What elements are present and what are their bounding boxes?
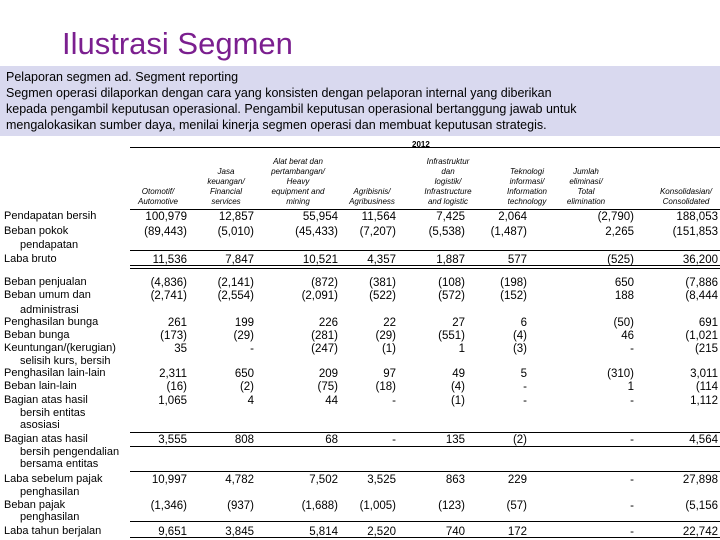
cell-value: (151,853 bbox=[672, 226, 718, 238]
column-header-elim bbox=[549, 167, 623, 207]
cell-value: 4 bbox=[247, 395, 254, 407]
cell-value: 3,011 bbox=[690, 368, 718, 380]
row-label: Bagian atas hasil bbox=[4, 433, 88, 445]
cell-value: (2) bbox=[512, 434, 527, 446]
cell-value: 1 bbox=[627, 381, 634, 393]
column-header-line: Total bbox=[577, 187, 595, 196]
table-rule bbox=[130, 265, 720, 266]
cell-value: 11,536 bbox=[152, 254, 187, 266]
column-header-line: technology bbox=[507, 197, 547, 206]
cell-value: (29) bbox=[375, 330, 396, 342]
cell-value: (198) bbox=[500, 277, 527, 289]
table-rule bbox=[130, 521, 720, 522]
row-label: bersama entitas bbox=[20, 458, 99, 470]
cell-value: (4,836) bbox=[150, 277, 187, 289]
cell-value: 7,847 bbox=[225, 254, 254, 266]
row-label: Laba tahun berjalan bbox=[4, 525, 102, 537]
column-header-line: and logistic bbox=[427, 197, 469, 206]
cell-value: 27,898 bbox=[682, 474, 718, 486]
cell-value: (108) bbox=[438, 277, 465, 289]
column-header-line: dan bbox=[441, 167, 455, 176]
row-label: bersih pengendalian bbox=[20, 446, 120, 458]
cell-value: 188,053 bbox=[676, 211, 718, 223]
cell-value: (1,021 bbox=[685, 330, 718, 342]
cell-value: 68 bbox=[325, 434, 338, 446]
cell-value: (2,790) bbox=[597, 211, 634, 223]
cell-value: 650 bbox=[614, 277, 634, 289]
cell-value: 4,357 bbox=[367, 254, 396, 266]
column-header-line: Automotive bbox=[137, 197, 179, 206]
cell-value: - bbox=[392, 395, 396, 407]
cell-value: (381) bbox=[369, 277, 396, 289]
table-rule bbox=[130, 250, 720, 251]
cell-value: 135 bbox=[445, 434, 465, 446]
intro-box bbox=[0, 66, 720, 136]
cell-value: (1,346) bbox=[150, 500, 187, 512]
cell-value: - bbox=[630, 395, 634, 407]
cell-value: 22 bbox=[383, 317, 396, 329]
cell-value: 7,502 bbox=[309, 474, 338, 486]
cell-value: 55,954 bbox=[302, 211, 338, 223]
cell-value: 46 bbox=[621, 330, 634, 342]
cell-value: (281) bbox=[311, 330, 338, 342]
cell-value: 4,782 bbox=[225, 474, 254, 486]
cell-value: 10,997 bbox=[151, 474, 187, 486]
row-label: Beban bunga bbox=[4, 329, 70, 341]
cell-value: 226 bbox=[318, 317, 338, 329]
row-label: Keuntungan/(kerugian) bbox=[4, 342, 116, 354]
row-label: Pendapatan bersih bbox=[4, 210, 97, 222]
cell-value: (2,554) bbox=[217, 290, 254, 302]
column-header-infra bbox=[408, 157, 488, 207]
cell-value: (7,207) bbox=[359, 226, 396, 238]
cell-value: (45,433) bbox=[295, 226, 338, 238]
cell-value: (123) bbox=[438, 500, 465, 512]
cell-value: - bbox=[523, 381, 527, 393]
cell-value: 1,112 bbox=[690, 395, 718, 407]
cell-value: (2,141) bbox=[217, 277, 254, 289]
cell-value: (5,010) bbox=[217, 226, 254, 238]
cell-value: - bbox=[392, 434, 396, 446]
cell-value: 209 bbox=[318, 368, 338, 380]
table-rule bbox=[130, 268, 720, 269]
column-header-line: Infrastruktur bbox=[426, 157, 470, 166]
table-rule bbox=[130, 446, 720, 447]
cell-value: (16) bbox=[166, 381, 187, 393]
cell-value: 1 bbox=[458, 343, 465, 355]
cell-value: (8,444 bbox=[685, 290, 718, 302]
cell-value: 22,742 bbox=[682, 526, 718, 538]
cell-value: 97 bbox=[383, 368, 396, 380]
cell-value: 49 bbox=[452, 368, 465, 380]
column-header-line: Infrastructure bbox=[424, 187, 472, 196]
column-header-tek bbox=[497, 167, 557, 207]
cell-value: (1) bbox=[381, 343, 396, 355]
cell-value: 261 bbox=[167, 317, 187, 329]
column-header-line: Teknologi bbox=[510, 167, 544, 176]
cell-value: (5,538) bbox=[428, 226, 465, 238]
cell-value: 10,521 bbox=[302, 254, 338, 266]
cell-value: 172 bbox=[507, 526, 527, 538]
cell-value: 740 bbox=[445, 526, 465, 538]
cell-value: (3) bbox=[512, 343, 527, 355]
column-header-line: informasi/ bbox=[509, 177, 545, 186]
cell-value: 808 bbox=[234, 434, 254, 446]
cell-value: (57) bbox=[506, 500, 527, 512]
row-label: asosiasi bbox=[20, 419, 60, 431]
column-header-line: mining bbox=[286, 197, 310, 206]
row-label: Beban pajak bbox=[4, 499, 66, 511]
cell-value: (29) bbox=[233, 330, 254, 342]
row-label: Laba bruto bbox=[4, 253, 57, 265]
column-header-line: Information bbox=[506, 187, 548, 196]
cell-value: 188 bbox=[614, 290, 634, 302]
intro-line: kepada pengambil keputusan operasional. Pengambil keputusan operasional bertanggung jawab untuk bbox=[6, 102, 577, 116]
cell-value: 27 bbox=[452, 317, 465, 329]
cell-value: 35 bbox=[174, 343, 187, 355]
cell-value: 100,979 bbox=[145, 211, 187, 223]
cell-value: (173) bbox=[160, 330, 187, 342]
cell-value: 9,651 bbox=[158, 526, 187, 538]
cell-value: 36,200 bbox=[682, 254, 718, 266]
cell-value: 650 bbox=[234, 368, 254, 380]
cell-value: 199 bbox=[234, 317, 254, 329]
column-header-line: keuangan/ bbox=[207, 177, 245, 186]
column-header-line: equipment and bbox=[271, 187, 325, 196]
row-label: Bagian atas hasil bbox=[4, 394, 88, 406]
column-header-line: pertambangan/ bbox=[271, 167, 325, 176]
cell-value: (2) bbox=[239, 381, 254, 393]
row-label: Beban umum dan bbox=[4, 289, 91, 301]
cell-value: (2,741) bbox=[150, 290, 187, 302]
cell-value: 44 bbox=[325, 395, 338, 407]
row-label: Beban pokok bbox=[4, 225, 69, 237]
row-label: Penghasilan bunga bbox=[4, 316, 99, 328]
row-label: penghasilan bbox=[20, 486, 80, 498]
cell-value: (572) bbox=[438, 290, 465, 302]
column-header-line: Consolidated bbox=[662, 197, 710, 206]
table-rule bbox=[130, 471, 720, 472]
cell-value: (114 bbox=[695, 381, 718, 393]
cell-value: (2,091) bbox=[301, 290, 338, 302]
cell-value: - bbox=[630, 500, 634, 512]
cell-value: 577 bbox=[507, 254, 527, 266]
cell-value: (310) bbox=[607, 368, 634, 380]
cell-value: (7,886 bbox=[685, 277, 718, 289]
cell-value: - bbox=[630, 474, 634, 486]
column-header-line: Jasa bbox=[217, 167, 235, 176]
column-header-kons bbox=[646, 187, 720, 207]
row-label: administrasi bbox=[20, 304, 79, 316]
cell-value: (152) bbox=[500, 290, 527, 302]
cell-value: (89,443) bbox=[144, 226, 187, 238]
cell-value: (551) bbox=[438, 330, 465, 342]
column-header-line: logistik/ bbox=[434, 177, 462, 186]
column-header-agri bbox=[339, 187, 405, 207]
column-header-line: eliminasi/ bbox=[569, 177, 603, 186]
cell-value: 4,564 bbox=[689, 434, 718, 446]
cell-value: (4) bbox=[450, 381, 465, 393]
table-header-rule bbox=[130, 209, 720, 210]
column-header-line: Agribusiness bbox=[349, 197, 395, 206]
cell-value: - bbox=[630, 526, 634, 538]
intro-line: Segmen operasi dilaporkan dengan cara yang konsisten dengan pelaporan internal yang diberikan bbox=[6, 86, 552, 100]
cell-value: 2,064 bbox=[498, 211, 527, 223]
column-header-alat bbox=[255, 157, 341, 207]
row-label: bersih entitas bbox=[20, 407, 86, 419]
cell-value: 2,265 bbox=[605, 226, 634, 238]
cell-value: - bbox=[630, 434, 634, 446]
column-header-line: elimination bbox=[566, 197, 606, 206]
column-header-line: Otomotif/ bbox=[141, 187, 175, 196]
cell-value: (1,688) bbox=[301, 500, 338, 512]
column-header-line: services bbox=[211, 197, 241, 206]
intro-line: Pelaporan segmen ad. Segment reporting bbox=[6, 70, 239, 84]
row-label: Beban lain-lain bbox=[4, 380, 77, 392]
cell-value: (50) bbox=[613, 317, 634, 329]
cell-value: 2,520 bbox=[367, 526, 396, 538]
column-header-line: Jumlah bbox=[573, 167, 599, 176]
cell-value: 12,857 bbox=[218, 211, 254, 223]
cell-value: (1) bbox=[450, 395, 465, 407]
cell-value: - bbox=[523, 395, 527, 407]
cell-value: (937) bbox=[227, 500, 254, 512]
cell-value: - bbox=[630, 343, 634, 355]
cell-value: 7,425 bbox=[436, 211, 465, 223]
cell-value: 5 bbox=[520, 368, 527, 380]
row-label: penghasilan bbox=[20, 511, 80, 523]
year-label: 2012 bbox=[412, 140, 430, 149]
cell-value: (215 bbox=[694, 343, 718, 355]
row-label: Laba sebelum pajak bbox=[4, 473, 103, 485]
cell-value: (1,005) bbox=[359, 500, 396, 512]
column-header-oto bbox=[122, 187, 194, 207]
row-label: pendapatan bbox=[20, 239, 79, 251]
column-header-line: Alat berat dan bbox=[273, 157, 323, 166]
cell-value: 1,887 bbox=[436, 254, 465, 266]
row-label: Penghasilan lain-lain bbox=[4, 367, 106, 379]
cell-value: 3,845 bbox=[225, 526, 254, 538]
cell-value: 3,525 bbox=[367, 474, 396, 486]
cell-value: (18) bbox=[375, 381, 396, 393]
cell-value: (1,487) bbox=[490, 226, 527, 238]
column-header-line: Heavy bbox=[286, 177, 310, 186]
table-rule bbox=[130, 537, 720, 538]
column-header-jasa bbox=[191, 167, 261, 207]
slide-title: Ilustrasi Segmen bbox=[62, 26, 293, 61]
column-header-line: Konsolidasian/ bbox=[659, 187, 713, 196]
row-label: selisih kurs, bersih bbox=[20, 355, 111, 367]
table-rule bbox=[130, 432, 720, 433]
intro-line: mengalokasikan sumber daya, menilai kinerja segmen operasi dan membuat keputusan strategis. bbox=[6, 118, 547, 132]
cell-value: 229 bbox=[507, 474, 527, 486]
cell-value: 863 bbox=[445, 474, 465, 486]
cell-value: 11,564 bbox=[361, 211, 396, 223]
cell-value: (525) bbox=[607, 254, 634, 266]
cell-value: (5,156 bbox=[685, 500, 718, 512]
cell-value: 2,311 bbox=[159, 368, 187, 380]
cell-value: (247) bbox=[311, 343, 338, 355]
cell-value: 6 bbox=[520, 317, 527, 329]
cell-value: - bbox=[250, 343, 254, 355]
cell-value: (872) bbox=[311, 277, 338, 289]
cell-value: 3,555 bbox=[158, 434, 187, 446]
cell-value: (4) bbox=[512, 330, 527, 342]
cell-value: 691 bbox=[698, 317, 718, 329]
cell-value: (75) bbox=[317, 381, 338, 393]
column-header-line: Financial bbox=[209, 187, 242, 196]
cell-value: 5,814 bbox=[309, 526, 338, 538]
cell-value: 1,065 bbox=[158, 395, 187, 407]
row-label: Beban penjualan bbox=[4, 276, 87, 288]
table-top-rule bbox=[130, 147, 720, 148]
column-header-line: Agribisnis/ bbox=[353, 187, 391, 196]
cell-value: (522) bbox=[369, 290, 396, 302]
